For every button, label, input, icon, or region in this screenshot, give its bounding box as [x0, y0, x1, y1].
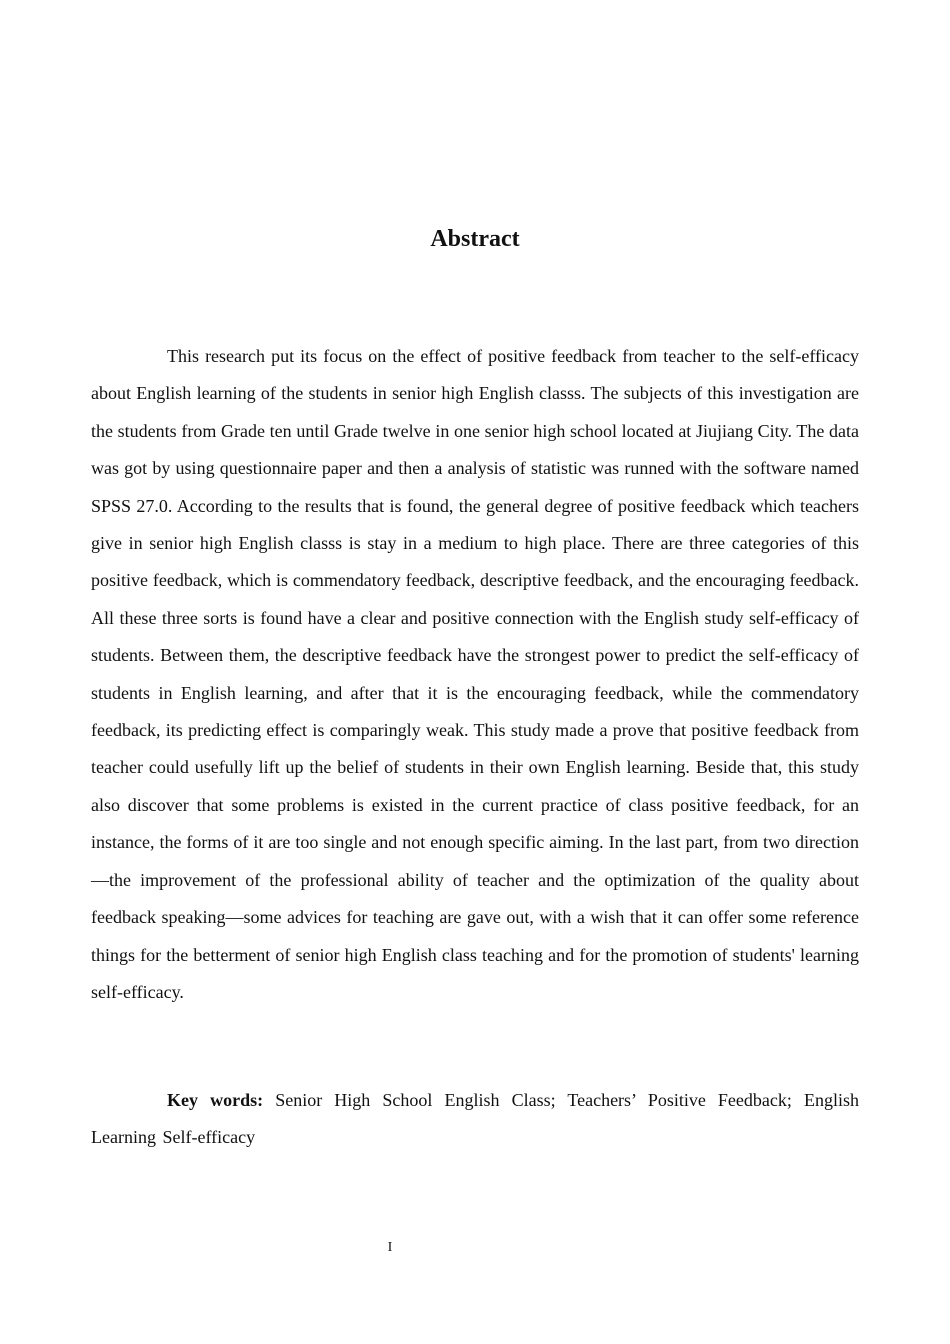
page-number: I	[387, 1240, 393, 1255]
keywords-label: Key words:	[167, 1090, 264, 1110]
keywords-text: Senior High School English Class; Teachers’ Positive Feedback; English Learning Self-efficacy	[91, 1090, 859, 1148]
abstract-paragraph: This research put its focus on the effect of positive feedback from teacher to the self-efficacy about English learning of the students in senior high English classs. The subjects of this investigation are the students from Grade ten until Grade twelve in one senior high school located at Jiujiang City. The data was got by using questionnaire paper and then a analysis of statistic was runned with the software named SPSS 27.0. According to the results that is found, the general degree of positive feedback which teachers give in senior high English classs is stay in a medium to high place. There are three categories of this positive feedback, which is commendatory feedback, descriptive feedback, and the encouraging feedback. All these three sorts is found have a clear and positive connection with the English study self-efficacy of students. Between them, the descriptive feedback have the strongest power to predict the self-efficacy of students in English learning, and after that it is the encouraging feedback, while the commendatory feedback, its predicting effect is comparingly weak. This study made a prove that positive feedback from teacher could usefully lift up the belief of students in their own English learning. Beside that, this study also discover that some problems is existed in the current practice of class positive feedback, for an instance, the forms of it are too single and not enough specific aiming. In the last part, from two direction—the improvement of the professional ability of teacher and the optimization of the quality about feedback speaking—some advices for teaching are gave out, with a wish that it can offer some reference things for the betterment of senior high English class teaching and for the promotion of students' learning self-efficacy.	[91, 346, 859, 1002]
keywords-paragraph	[91, 1082, 859, 1157]
abstract-title: Abstract	[430, 226, 520, 252]
